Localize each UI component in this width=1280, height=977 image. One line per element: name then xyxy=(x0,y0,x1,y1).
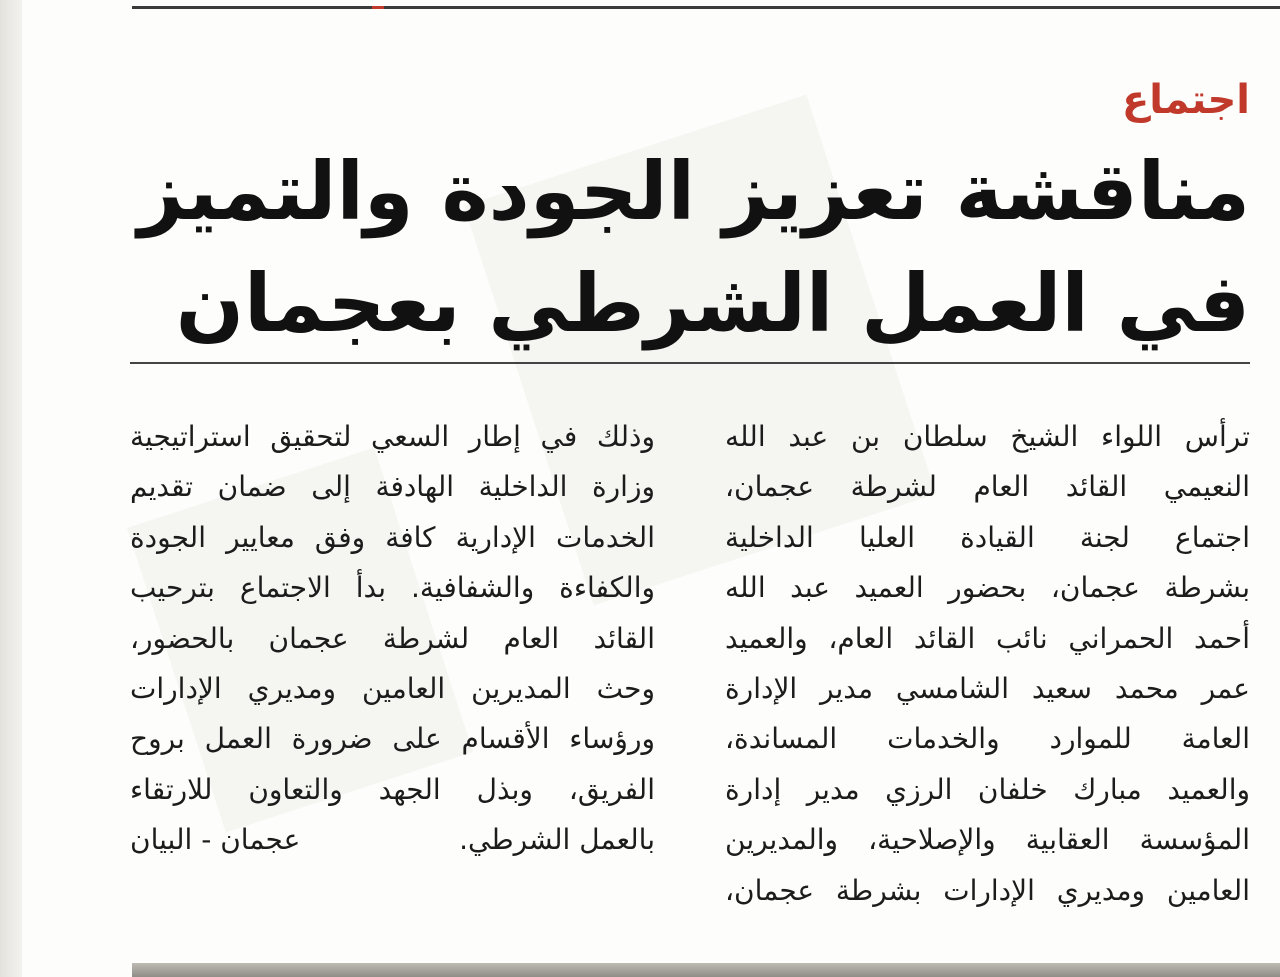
body-line: العامين ومديري الإدارات بشرطة عجمان، xyxy=(725,873,1250,907)
body-line: النعيمي القائد العام لشرطة عجمان، xyxy=(725,470,1250,504)
body-final-line xyxy=(130,815,655,865)
article-body xyxy=(130,412,1250,932)
body-line: الخدمات الإدارية كافة وفق معايير الجودة xyxy=(130,520,655,554)
body-line: ترأس اللواء الشيخ سلطان بن عبد الله xyxy=(725,420,1250,453)
body-line: المؤسسة العقابية والإصلاحية، والمديرين xyxy=(725,823,1250,857)
body-closing-text: بالعمل الشرطي. xyxy=(459,823,655,857)
headline xyxy=(138,136,1250,360)
section-label: اجتماع xyxy=(1121,77,1250,123)
body-line: وزارة الداخلية الهادفة إلى ضمان تقديم xyxy=(130,470,655,504)
body-line: اجتماع لجنة القيادة العليا الداخلية xyxy=(725,520,1250,554)
top-rule xyxy=(132,6,1280,9)
body-line: القائد العام لشرطة عجمان بالحضور، xyxy=(130,621,655,655)
news-article xyxy=(130,60,1250,940)
body-line: العامة للموارد والخدمات المساندة، xyxy=(725,722,1250,756)
body-line: عمر محمد سعيد الشامسي مدير الإدارة xyxy=(725,672,1250,706)
scan-paper-edge xyxy=(0,0,22,977)
body-line: الفريق، وبذل الجهد والتعاون للارتقاء xyxy=(130,772,655,806)
byline: عجمان - البيان xyxy=(130,823,301,857)
top-rule-accent xyxy=(372,6,384,9)
headline-line-1: مناقشة تعزيز الجودة والتميز xyxy=(137,145,1250,238)
body-line: والكفاءة والشفافية. بدأ الاجتماع بترحيب xyxy=(130,571,655,605)
body-line: والعميد مبارك خلفان الرزي مدير إدارة xyxy=(725,772,1250,806)
headline-line-2: في العمل الشرطي بعجمان xyxy=(175,257,1250,350)
body-line: أحمد الحمراني نائب القائد العام، والعميد xyxy=(725,621,1250,655)
body-line: وحث المديرين العامين ومديري الإدارات xyxy=(130,672,655,706)
scan-bottom-edge xyxy=(132,963,1280,977)
body-column-left xyxy=(130,412,655,866)
body-line: وذلك في إطار السعي لتحقيق استراتيجية xyxy=(130,420,655,453)
body-line: بشرطة عجمان، بحضور العميد عبد الله xyxy=(725,571,1250,605)
body-line: ورؤساء الأقسام على ضرورة العمل بروح xyxy=(130,722,655,756)
headline-divider xyxy=(130,362,1250,364)
body-column-right xyxy=(725,412,1250,916)
